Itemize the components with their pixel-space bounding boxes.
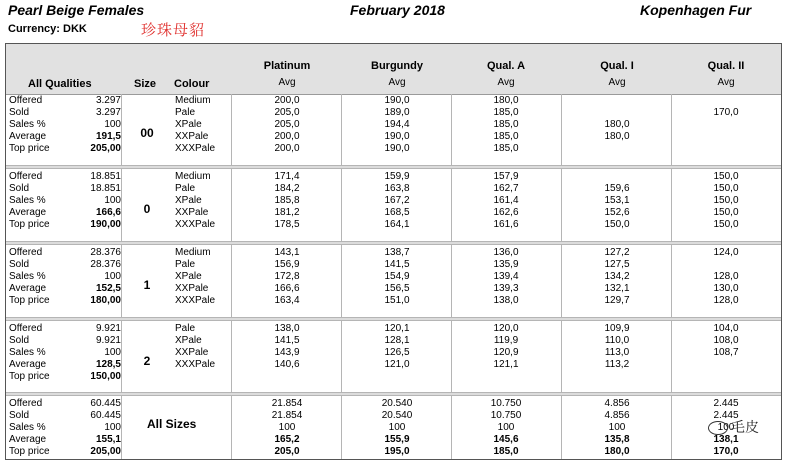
colour-name: XXPale [175, 347, 209, 359]
stat-value: 100 [104, 271, 121, 283]
burgundy-cell: 120,1 [384, 323, 410, 334]
platinum-cell: 178,5 [274, 219, 300, 231]
burgundy-cell: 168,5 [384, 207, 410, 219]
platinum-cell: 200,0 [274, 143, 300, 155]
header-all-qualities: All Qualities [28, 78, 92, 90]
burgundy-cell: 154,9 [384, 271, 410, 283]
qual_a-cell: 185,0 [493, 131, 519, 143]
stat-label: Average [9, 131, 47, 143]
colour-name: Pale [175, 183, 196, 195]
qual_a-cell: 157,9 [493, 171, 519, 182]
qual_a-cell: 162,7 [493, 183, 519, 195]
burgundy-cell: 121,0 [384, 359, 410, 371]
stat-label: Offered [9, 398, 43, 409]
qual_a-cell: 162,6 [493, 207, 519, 219]
qual_a-cell: 185,0 [493, 119, 519, 131]
row-separator [6, 241, 781, 245]
stat-value: 9.921 [95, 323, 121, 334]
burgundy-cell: 163,8 [384, 183, 410, 195]
qual_a-cell: 136,0 [493, 247, 519, 258]
colour-name: XPale [175, 335, 202, 347]
burgundy-cell: 20.540 [381, 398, 413, 409]
burgundy-cell: 155,9 [384, 434, 410, 446]
qual_ii-cell: 138,1 [713, 434, 739, 446]
qual_i-cell: 132,1 [604, 283, 630, 295]
qual_a-cell: 121,1 [493, 359, 519, 371]
qual_i-cell: 180,0 [604, 119, 630, 131]
stat-label: Sold [9, 107, 30, 119]
burgundy-cell: 100 [388, 422, 406, 434]
colour-name: Pale [175, 259, 196, 271]
platinum-cell: 181,2 [274, 207, 300, 219]
qual_a-cell: 120,0 [493, 323, 519, 334]
platinum-cell: 163,4 [274, 295, 300, 307]
platinum-cell: 185,8 [274, 195, 300, 207]
stat-value: 60.445 [90, 410, 121, 422]
platinum-cell: 184,2 [274, 183, 300, 195]
qual_i-cell: 4.856 [604, 410, 630, 422]
stat-label: Offered [9, 171, 43, 182]
burgundy-cell: 167,2 [384, 195, 410, 207]
stat-label: Sales % [9, 422, 46, 434]
qual_a-cell: 10.750 [490, 398, 522, 409]
stat-value: 166,6 [95, 207, 121, 219]
stat-value: 18.851 [90, 171, 121, 182]
platinum-cell: 138,0 [274, 323, 300, 334]
colour-name: XXPale [175, 131, 209, 143]
qual_i-cell: 150,0 [604, 219, 630, 231]
stat-label: Average [9, 434, 47, 446]
chinese-title: 珍珠母貂 [141, 21, 206, 39]
header-qual-ii: Qual. II [707, 60, 745, 72]
colour-name: XXXPale [175, 219, 216, 231]
stat-value: 155,1 [95, 434, 121, 446]
colour-name: Medium [175, 247, 211, 258]
header-platinum: Platinum [263, 60, 311, 72]
qual_a-cell: 161,4 [493, 195, 519, 207]
qual_i-cell: 127,2 [604, 247, 630, 258]
qual_ii-cell: 100 [717, 422, 735, 434]
qual_ii-cell: 2.445 [713, 410, 739, 422]
row-separator [6, 392, 781, 396]
header-colour: Colour [174, 78, 210, 90]
qual_i-cell: 109,9 [604, 323, 630, 334]
stat-label: Sold [9, 259, 30, 271]
stat-label: Top price [9, 295, 50, 307]
platinum-cell: 100 [278, 422, 296, 434]
colour-name: XXPale [175, 283, 209, 295]
currency-label: Currency: DKK [8, 23, 87, 35]
stat-value: 150,00 [90, 371, 121, 383]
burgundy-cell: 195,0 [384, 446, 410, 458]
colour-name: Medium [175, 171, 211, 182]
qual_a-cell: 138,0 [493, 295, 519, 307]
header-qual-a: Qual. A [486, 60, 526, 72]
platinum-cell: 143,9 [274, 347, 300, 359]
burgundy-cell: 20.540 [381, 410, 413, 422]
avg-label: Avg [497, 77, 515, 88]
qual_i-cell: 129,7 [604, 295, 630, 307]
qual_i-cell: 113,0 [604, 347, 630, 359]
platinum-cell: 205,0 [274, 446, 300, 458]
colour-name: XXXPale [175, 359, 216, 371]
qual_i-cell: 180,0 [604, 131, 630, 143]
qual_i-cell: 113,2 [604, 359, 630, 371]
platinum-cell: 156,9 [274, 259, 300, 271]
qual_i-cell: 134,2 [604, 271, 630, 283]
stat-value: 28.376 [90, 247, 121, 258]
stat-value: 3.297 [95, 107, 121, 119]
qual_ii-cell: 170,0 [713, 446, 739, 458]
stat-value: 128,5 [95, 359, 121, 371]
all-sizes-label: All Sizes [147, 417, 197, 431]
stat-value: 205,00 [90, 446, 121, 458]
qual_ii-cell: 2.445 [713, 398, 739, 409]
stat-label: Average [9, 283, 47, 295]
stat-label: Top price [9, 143, 50, 155]
burgundy-cell: 128,1 [384, 335, 410, 347]
burgundy-cell: 190,0 [384, 131, 410, 143]
burgundy-cell: 190,0 [384, 95, 410, 106]
qual_ii-cell: 128,0 [713, 295, 739, 307]
stat-value: 60.445 [90, 398, 121, 409]
qual_a-cell: 139,4 [493, 271, 519, 283]
stat-value: 152,5 [95, 283, 121, 295]
qual_a-cell: 185,0 [493, 446, 519, 458]
colour-name: XXXPale [175, 143, 216, 155]
avg-label: Avg [717, 77, 735, 88]
stat-label: Average [9, 207, 47, 219]
qual_ii-cell: 104,0 [713, 323, 739, 334]
qual_ii-cell: 108,0 [713, 335, 739, 347]
colour-name: XXPale [175, 207, 209, 219]
qual_i-cell: 159,6 [604, 183, 630, 195]
qual_a-cell: 180,0 [493, 95, 519, 106]
qual_ii-cell: 150,0 [713, 219, 739, 231]
chat-bubble-icon [708, 421, 728, 435]
platinum-cell: 171,4 [274, 171, 300, 182]
stat-label: Offered [9, 323, 43, 334]
platinum-cell: 200,0 [274, 95, 300, 106]
header-qual-i: Qual. I [600, 60, 634, 72]
stat-label: Top price [9, 371, 50, 383]
watermark-text: 毛皮 [731, 419, 759, 435]
burgundy-cell: 151,0 [384, 295, 410, 307]
table-header [6, 44, 781, 95]
platinum-cell: 200,0 [274, 131, 300, 143]
platinum-cell: 172,8 [274, 271, 300, 283]
stat-label: Sales % [9, 119, 46, 131]
qual_i-cell: 135,8 [604, 434, 630, 446]
qual_ii-cell: 124,0 [713, 247, 739, 258]
size-value: 1 [143, 278, 151, 292]
qual_ii-cell: 150,0 [713, 207, 739, 219]
avg-label: Avg [608, 77, 626, 88]
colour-name: Pale [175, 107, 196, 119]
colour-name: XPale [175, 271, 202, 283]
stat-label: Sales % [9, 347, 46, 359]
report-title: Pearl Beige Females [8, 2, 145, 18]
colour-name: XPale [175, 195, 202, 207]
stat-label: Sales % [9, 271, 46, 283]
stat-label: Offered [9, 247, 43, 258]
platinum-cell: 165,2 [274, 434, 300, 446]
avg-label: Avg [388, 77, 406, 88]
qual_ii-cell: 130,0 [713, 283, 739, 295]
header-size: Size [134, 78, 157, 90]
qual_i-cell: 127,5 [604, 259, 630, 271]
burgundy-cell: 194,4 [384, 119, 410, 131]
colour-name: XXXPale [175, 295, 216, 307]
platinum-cell: 140,6 [274, 359, 300, 371]
size-value: 0 [143, 202, 151, 216]
stat-label: Sold [9, 183, 30, 195]
platinum-cell: 166,6 [274, 283, 300, 295]
stat-label: Sold [9, 410, 30, 422]
qual_a-cell: 10.750 [490, 410, 522, 422]
burgundy-cell: 189,0 [384, 107, 410, 119]
qual_i-cell: 152,6 [604, 207, 630, 219]
qual_a-cell: 119,9 [493, 335, 519, 347]
size-block [6, 95, 781, 157]
stat-value: 9.921 [95, 335, 121, 347]
qual_a-cell: 161,6 [493, 219, 519, 231]
stat-label: Top price [9, 219, 50, 231]
burgundy-cell: 159,9 [384, 171, 410, 182]
stat-value: 191,5 [95, 131, 121, 143]
burgundy-cell: 138,7 [384, 247, 410, 258]
qual_i-cell: 180,0 [604, 446, 630, 458]
stat-value: 18.851 [90, 183, 121, 195]
stat-value: 205,00 [90, 143, 121, 155]
qual_i-cell: 100 [608, 422, 626, 434]
auction-house: Kopenhagen Fur [640, 2, 752, 18]
stat-label: Sales % [9, 195, 46, 207]
qual_ii-cell: 128,0 [713, 271, 739, 283]
qual_i-cell: 4.856 [604, 398, 630, 409]
stat-value: 180,00 [90, 295, 121, 307]
stat-value: 28.376 [90, 259, 121, 271]
platinum-cell: 143,1 [274, 247, 300, 258]
platinum-cell: 141,5 [274, 335, 300, 347]
colour-name: Pale [175, 323, 196, 334]
size-value: 2 [143, 354, 151, 368]
stat-value: 100 [104, 347, 121, 359]
stat-value: 3.297 [95, 95, 121, 106]
colour-name: XPale [175, 119, 202, 131]
size-block [6, 247, 781, 309]
stat-label: Average [9, 359, 47, 371]
burgundy-cell: 190,0 [384, 143, 410, 155]
stat-value: 100 [104, 422, 121, 434]
size-block [6, 323, 781, 385]
avg-label: Avg [278, 77, 296, 88]
platinum-cell: 21.854 [271, 398, 303, 409]
size-block [6, 171, 781, 233]
qual_a-cell: 100 [497, 422, 515, 434]
stat-value: 100 [104, 195, 121, 207]
qual_ii-cell: 170,0 [713, 107, 739, 119]
burgundy-cell: 156,5 [384, 283, 410, 295]
header-burgundy: Burgundy [371, 60, 423, 72]
row-separator [6, 165, 781, 169]
colour-name: Medium [175, 95, 211, 106]
qual_a-cell: 139,3 [493, 283, 519, 295]
stat-label: Offered [9, 95, 43, 106]
platinum-cell: 21.854 [271, 410, 303, 422]
watermark [708, 417, 759, 437]
qual_ii-cell: 150,0 [713, 171, 739, 182]
stat-value: 190,00 [90, 219, 121, 231]
total-block [6, 398, 781, 460]
qual_a-cell: 185,0 [493, 143, 519, 155]
qual_i-cell: 153,1 [604, 195, 630, 207]
qual_a-cell: 120,9 [493, 347, 519, 359]
size-value: 00 [140, 126, 154, 140]
qual_a-cell: 185,0 [493, 107, 519, 119]
report-date: February 2018 [350, 2, 445, 18]
platinum-cell: 205,0 [274, 119, 300, 131]
qual_ii-cell: 108,7 [713, 347, 739, 359]
burgundy-cell: 126,5 [384, 347, 410, 359]
stat-label: Sold [9, 335, 30, 347]
platinum-cell: 205,0 [274, 107, 300, 119]
qual_a-cell: 145,6 [493, 434, 519, 446]
qual_a-cell: 135,9 [493, 259, 519, 271]
burgundy-cell: 164,1 [384, 219, 410, 231]
stat-label: Top price [9, 446, 50, 458]
price-table [5, 43, 782, 460]
stat-value: 100 [104, 119, 121, 131]
burgundy-cell: 141,5 [384, 259, 410, 271]
qual_i-cell: 110,0 [604, 335, 630, 347]
qual_ii-cell: 150,0 [713, 183, 739, 195]
qual_ii-cell: 150,0 [713, 195, 739, 207]
row-separator [6, 317, 781, 321]
